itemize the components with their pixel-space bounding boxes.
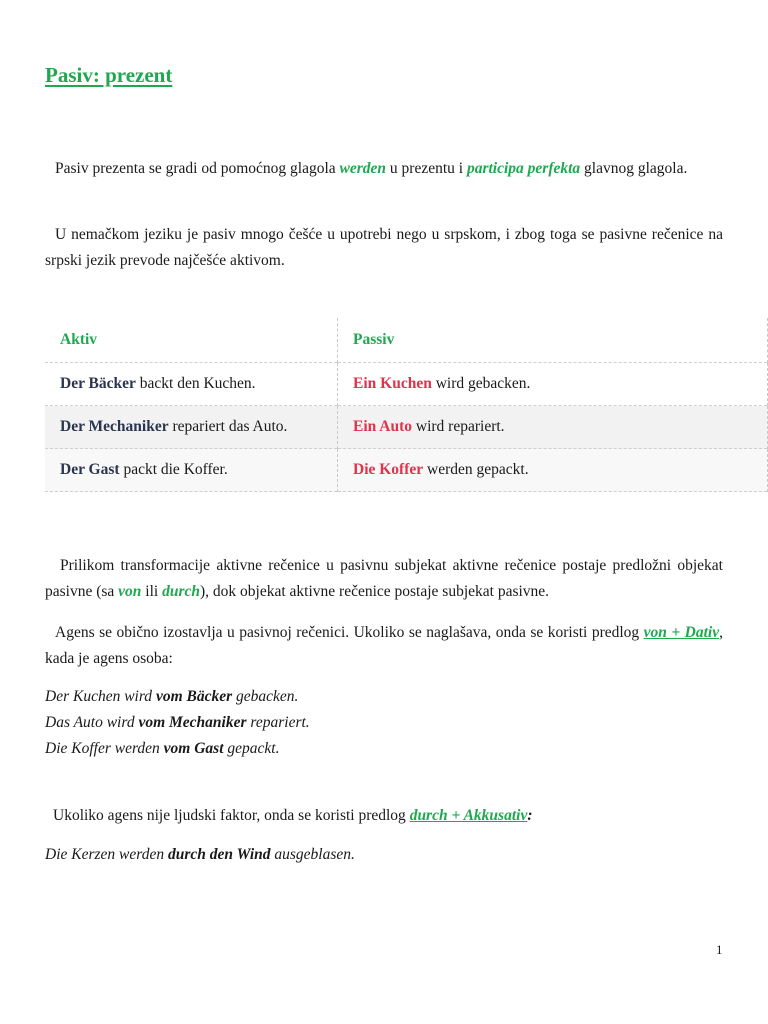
agens-text-b: , kada je agens osoba: bbox=[45, 624, 723, 667]
intro-text-c: glavnog glagola. bbox=[580, 160, 688, 177]
example-line bbox=[45, 710, 310, 736]
transform-paragraph bbox=[45, 553, 723, 605]
von-dativ-link[interactable]: von + Dativ bbox=[643, 624, 720, 641]
term-durch: durch bbox=[162, 583, 200, 600]
intro-text-b: u prezentu i bbox=[386, 160, 467, 177]
aktiv-rest: backt den Kuchen. bbox=[135, 375, 256, 392]
passiv-rest: wird gebacken. bbox=[431, 375, 531, 392]
header-aktiv: Aktiv bbox=[45, 318, 338, 363]
aktiv-rest: repariert das Auto. bbox=[168, 418, 288, 435]
transform-text-a: Prilikom transformacije aktivne rečenice u pasivnu subjekat aktivne rečenice postaje predložni objekat pasivne (sa bbox=[45, 557, 723, 600]
intro-paragraph-1 bbox=[45, 156, 723, 182]
passiv-cell bbox=[338, 406, 768, 449]
example-line bbox=[45, 736, 279, 762]
passiv-subject: Die Koffer bbox=[353, 461, 424, 478]
term-von: von bbox=[118, 583, 142, 600]
example-text: repariert. bbox=[246, 714, 310, 731]
aktiv-rest: packt die Koffer. bbox=[119, 461, 228, 478]
example-text: Die Koffer werden bbox=[45, 740, 164, 757]
intro-text-a: Pasiv prezenta se gradi od pomoćnog glagola bbox=[55, 160, 340, 177]
example-text: gepackt. bbox=[223, 740, 280, 757]
aktiv-cell bbox=[45, 406, 338, 449]
example-text: gebacken. bbox=[232, 688, 299, 705]
intro-paragraph-2: U nemačkom jeziku je pasiv mnogo češće u upotrebi nego u srpskom, i zbog toga se pasivne rečenice na srpski jezik prevode najčešće aktivom. bbox=[45, 226, 723, 269]
aktiv-cell bbox=[45, 449, 338, 492]
example-agens: vom Bäcker bbox=[155, 688, 233, 705]
example-text: Der Kuchen wird bbox=[45, 688, 156, 705]
durch-akkusativ-link[interactable]: durch + Akkusativ bbox=[409, 807, 528, 824]
table-header-row bbox=[45, 318, 768, 363]
aktiv-subject: Der Mechaniker bbox=[60, 418, 169, 435]
agens-text-a: Agens se obično izostavlja u pasivnoj rečenici. Ukoliko se naglašava, onda se koristi predlog bbox=[55, 624, 644, 641]
example-line-durch bbox=[45, 842, 355, 868]
table-row bbox=[45, 406, 768, 449]
passiv-rest: wird repariert. bbox=[412, 418, 505, 435]
example-text: Das Auto wird bbox=[45, 714, 139, 731]
passiv-cell bbox=[338, 449, 768, 492]
durch-paragraph bbox=[45, 803, 723, 829]
aktiv-subject: Der Bäcker bbox=[60, 375, 136, 392]
page-number: 1 bbox=[716, 942, 723, 957]
passiv-cell bbox=[338, 363, 768, 406]
table-row bbox=[45, 363, 768, 406]
transform-text-b: ili bbox=[141, 583, 163, 600]
term-werden: werden bbox=[339, 160, 387, 177]
example-text: Die Kerzen werden bbox=[45, 846, 168, 863]
aktiv-cell bbox=[45, 363, 338, 406]
transform-text-c: ), dok objekat aktivne rečenice postaje subjekat pasivne. bbox=[200, 583, 550, 600]
example-agens: vom Mechaniker bbox=[138, 714, 247, 731]
term-participa-perfekta: participa perfekta bbox=[466, 160, 581, 177]
aktiv-passiv-table bbox=[45, 318, 768, 492]
passiv-rest: werden gepackt. bbox=[423, 461, 529, 478]
example-text: ausgeblasen. bbox=[270, 846, 355, 863]
aktiv-subject: Der Gast bbox=[60, 461, 120, 478]
example-agens: vom Gast bbox=[163, 740, 224, 757]
example-line bbox=[45, 684, 298, 710]
durch-text-b: : bbox=[527, 807, 533, 824]
agens-paragraph bbox=[45, 620, 723, 672]
example-agens: durch den Wind bbox=[167, 846, 271, 863]
durch-text-a: Ukoliko agens nije ljudski faktor, onda se koristi predlog bbox=[53, 807, 410, 824]
table-row bbox=[45, 449, 768, 492]
passiv-subject: Ein Auto bbox=[353, 418, 413, 435]
header-passiv: Passiv bbox=[338, 318, 768, 363]
passiv-subject: Ein Kuchen bbox=[353, 375, 432, 392]
page-title: Pasiv: prezent bbox=[45, 63, 173, 87]
